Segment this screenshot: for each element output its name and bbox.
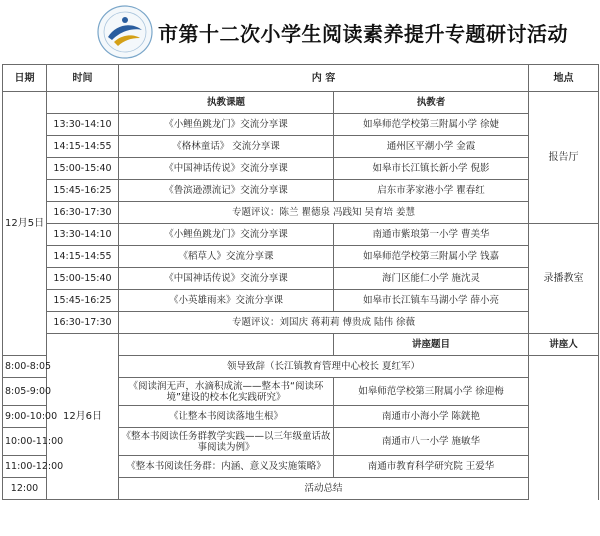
table-row	[3, 158, 599, 180]
day1-date: 12月5日	[3, 92, 47, 356]
comment-cell: 专题评议：刘国庆 蒋莉莉 傅贵成 陆伟 徐薇	[119, 312, 529, 334]
lesson-header: 执教课题	[119, 92, 334, 114]
lesson-cell: 《稻草人》交流分享课	[119, 246, 334, 268]
time-cell: 9:00-10:00	[3, 406, 47, 428]
table-row	[3, 224, 599, 246]
time-cell: 8:00-8:05	[3, 356, 47, 378]
teacher-cell: 如皋市长江镇车马湖小学 薛小亮	[334, 290, 529, 312]
lesson-cell: 《小鲤鱼跳龙门》交流分享课	[119, 114, 334, 136]
table-row	[3, 246, 599, 268]
header-date: 日期	[3, 65, 47, 92]
time-cell: 8:05-9:00	[3, 378, 47, 406]
teacher-header: 执教者	[334, 92, 529, 114]
topic-cell: 《阅读润无声，水滴积成流——整本书“阅读环境”建设的校本化实践研究》	[119, 378, 334, 406]
teacher-cell: 如皋市长江镇长新小学 倪影	[334, 158, 529, 180]
comment-cell: 专题评议：陈兰 瞿德泉 冯践知 吴育培 姜慧	[119, 202, 529, 224]
comment-row	[3, 202, 599, 224]
header-time: 时间	[47, 65, 119, 92]
teacher-cell: 如皋师范学校第三附属小学 钱嘉	[334, 246, 529, 268]
comment-row	[3, 312, 599, 334]
title-bar	[0, 0, 600, 62]
speaker-cell: 南通市小海小学 陈銧艳	[334, 406, 529, 428]
speaker-cell: 如皋师范学校第三附属小学 徐迎梅	[334, 378, 529, 406]
lesson-cell: 《中国神话传说》交流分享课	[119, 268, 334, 290]
teacher-cell: 启东市茅家港小学 瞿春红	[334, 180, 529, 202]
time-cell: 14:15-14:55	[47, 246, 119, 268]
speaker-header: 讲座人	[529, 334, 599, 356]
teacher-cell: 南通市紫琅第一小学 曹美华	[334, 224, 529, 246]
teacher-cell: 通州区平潮小学 金霞	[334, 136, 529, 158]
table-row	[3, 180, 599, 202]
empty-cell	[47, 92, 119, 114]
header-place: 地点	[529, 65, 599, 92]
day1-group1-place: 报告厅	[529, 92, 599, 224]
page-title: 市第十二次小学生阅读素养提升专题研讨活动	[158, 22, 568, 46]
time-cell: 12:00	[3, 478, 47, 500]
time-cell: 13:30-14:10	[47, 114, 119, 136]
time-cell: 16:30-17:30	[47, 202, 119, 224]
time-cell: 11:00-12:00	[3, 456, 47, 478]
day1-group2-place: 录播教室	[529, 224, 599, 334]
time-cell: 10:00-11:00	[3, 428, 47, 456]
topic-header: 讲座题目	[334, 334, 529, 356]
table-row	[3, 290, 599, 312]
day2-date: 12月6日	[47, 334, 119, 500]
table-row	[3, 268, 599, 290]
time-cell: 16:30-17:30	[47, 312, 119, 334]
lesson-cell: 《小鲤鱼跳龙门》交流分享课	[119, 224, 334, 246]
table-row	[3, 136, 599, 158]
speaker-cell: 南通市八一小学 施敏华	[334, 428, 529, 456]
time-cell: 13:30-14:10	[47, 224, 119, 246]
table-row	[3, 114, 599, 136]
time-cell: 15:00-15:40	[47, 268, 119, 290]
topic-cell: 《整本书阅读任务群教学实践——以三年级童话故事阅读为例》	[119, 428, 334, 456]
time-cell: 14:15-14:55	[47, 136, 119, 158]
lesson-cell: 《小英雄雨来》交流分享课	[119, 290, 334, 312]
topic-cell: 《让整本书阅读落地生根》	[119, 406, 334, 428]
teacher-cell: 海门区能仁小学 施沈灵	[334, 268, 529, 290]
closing-cell: 活动总结	[119, 478, 529, 500]
schedule-table	[2, 64, 599, 500]
school-logo-icon	[96, 4, 154, 60]
empty-cell	[119, 334, 334, 356]
lesson-cell: 《鲁滨逊漂流记》交流分享课	[119, 180, 334, 202]
day1-subheader-row	[3, 92, 599, 114]
speaker-cell: 南通市教育科学研究院 王爱华	[334, 456, 529, 478]
header-content: 内 容	[119, 65, 529, 92]
time-cell: 15:45-16:25	[47, 180, 119, 202]
teacher-cell: 如皋师范学校第三附属小学 徐婕	[334, 114, 529, 136]
day2-subheader-row	[3, 334, 599, 356]
lesson-cell: 《格林童话》 交流分享课	[119, 136, 334, 158]
header-row	[3, 65, 599, 92]
time-cell: 15:45-16:25	[47, 290, 119, 312]
time-cell: 15:00-15:40	[47, 158, 119, 180]
lesson-cell: 《中国神话传说》交流分享课	[119, 158, 334, 180]
opening-cell: 领导致辞（长江镇教育管理中心校长 夏红军）	[119, 356, 529, 378]
topic-cell: 《整本书阅读任务群：内涵、意义及实施策略》	[119, 456, 334, 478]
